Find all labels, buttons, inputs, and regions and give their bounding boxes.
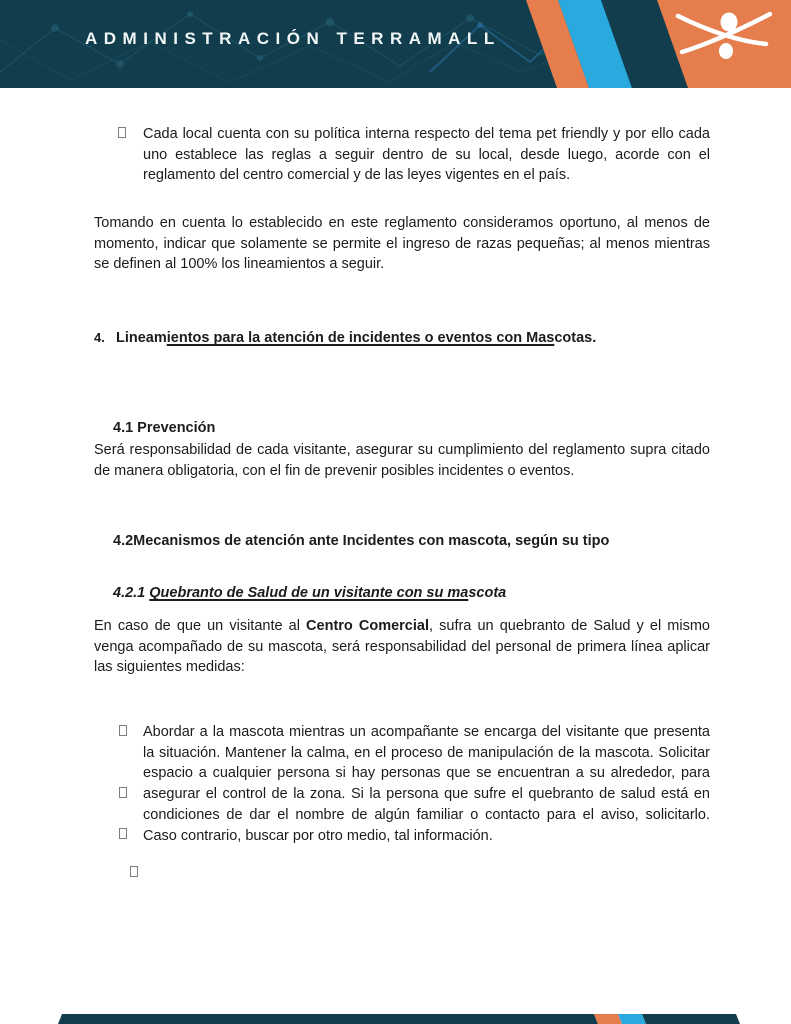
section-4-number: 4.: [94, 330, 105, 345]
health-incident-paragraph: [94, 616, 710, 678]
section-421-label-underlined: Quebranto de Salud de un visitante con su ma: [149, 585, 469, 601]
section-4-label-post: cotas.: [554, 330, 597, 346]
section-421-label-post: scota: [468, 585, 507, 601]
checkbox-icon: [119, 828, 127, 839]
footer-banner: [0, 1014, 791, 1024]
section-4-label-underlined: ientos para la atención de incidentes o eventos con Mas: [166, 330, 555, 346]
section-4-label-pre: Lineam: [116, 330, 167, 346]
measures-text: Abordar a la mascota mientras un acompañante se encarga del visitante que presenta la situación. Mantener la calma, en el proceso de manipulación de la mascota. Solicitar espacio a cualquier persona si hay personas que se encuentran a su alrededor, para asegurar el control de la zona. Si la persona que sufre el quebranto de salud está en condiciones de dar el nombre de algún familiar o contacto para el aviso, solicitarlo. Caso contrario, buscar por otro medio, tal información.: [143, 724, 710, 844]
company-title: ADMINISTRACIÓN TERRAMALL: [85, 29, 501, 48]
checkbox-icon: [118, 127, 126, 138]
header-banner: [0, 0, 791, 88]
pet-policy-text: Cada local cuenta con su política interna respecto del tema pet friendly y por ello cada uno establece las reglas a seguir dentro de su local, desde luego, acorde con el reglamento del centro comercial y de las leyes vigentes en el país.: [143, 126, 710, 184]
health-incident-post: , sufra un quebranto de Salud y el mismo venga acompañado de su mascota, será responsabilidad del personal de primera línea aplicar las siguientes medidas:: [94, 618, 710, 676]
health-incident-pre: En caso de que un visitante al: [94, 618, 307, 634]
section-4-heading: [94, 328, 734, 349]
section-41-heading: 4.1 Prevención: [113, 420, 216, 436]
section-42-heading: 4.2Mecanismos de atención ante Incidentes con mascota, según su tipo: [113, 533, 610, 549]
measures-list-block: [94, 722, 710, 846]
pet-policy-list-item: [94, 124, 710, 186]
checkbox-icon: [119, 787, 127, 798]
small-breeds-paragraph: Tomando en cuenta lo establecido en este reglamento consideramos oportuno, al menos de momento, indicar que solamente se permite el ingreso de razas pequeñas; al menos mientras se definen al 100% los lineamientos a seguir.: [94, 215, 710, 273]
checkbox-icon: [119, 725, 127, 736]
centro-comercial-bold: Centro Comercial: [306, 618, 429, 634]
section-421-number: 4.2.1: [113, 585, 150, 601]
checkbox-icon: [130, 866, 138, 877]
prevention-paragraph: Será responsabilidad de cada visitante, asegurar su cumplimiento del reglamento supra citado de manera obligatoria, con el fin de prevenir posibles incidentes o eventos.: [94, 442, 710, 479]
section-421-heading: [113, 583, 506, 604]
